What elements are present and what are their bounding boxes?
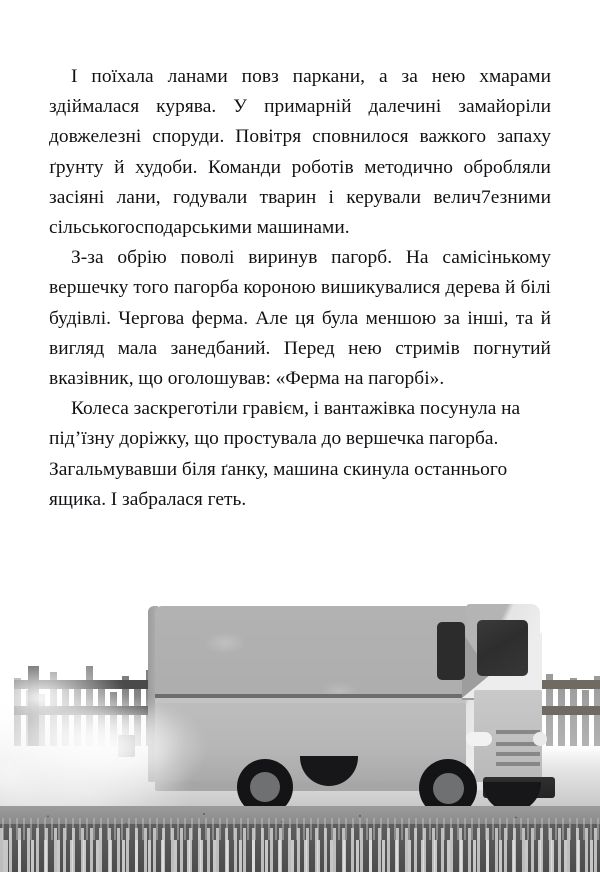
truck-illustration xyxy=(0,560,600,872)
truck-grille-slat xyxy=(496,730,540,734)
truck-grille-slat xyxy=(496,752,540,756)
truck-headlight-right xyxy=(533,732,547,746)
truck-windshield xyxy=(477,620,528,676)
paragraph-1: І поїхала ланами повз паркани, а за нею хмарами здіймалася курява. У примарній далечині замайоріли довжелезні споруди. Повітря сповнилося важкого запаху ґрунту й худоби. Команди роботів методично обробляли засіяні лани, годували тварин і керували велич7езними сільськогосподарськими машинами. xyxy=(49,66,551,239)
truck-side-window xyxy=(437,622,465,680)
paragraph-2: З-за обрію поволі виринув пагорб. На самісінькому вершечку того пагорба короною вишикувалися дерева й білі будівлі. Чергова ферма. Але ця була меншою за інші, та й вигляд мала занедбаний. Перед нею стримів погнутий вказівник, що оголошував: «Ферма на пагорбі». xyxy=(49,247,551,390)
truck-headlight-left xyxy=(466,732,492,746)
page-text-block xyxy=(49,62,551,515)
truck-grille-slat xyxy=(496,762,540,766)
dust-cloud-secondary xyxy=(0,680,240,800)
crop-stubble-near xyxy=(0,840,600,872)
truck-hub-front xyxy=(433,773,464,804)
paragraph-3: Колеса заскреготіли гравієм, і вантажівка посунула на під’їзну доріжку, що простувала до вершечка пагорба. Загальмувавши біля ґанку, машина скинула останнього ящика. І забралася геть. xyxy=(49,398,521,510)
